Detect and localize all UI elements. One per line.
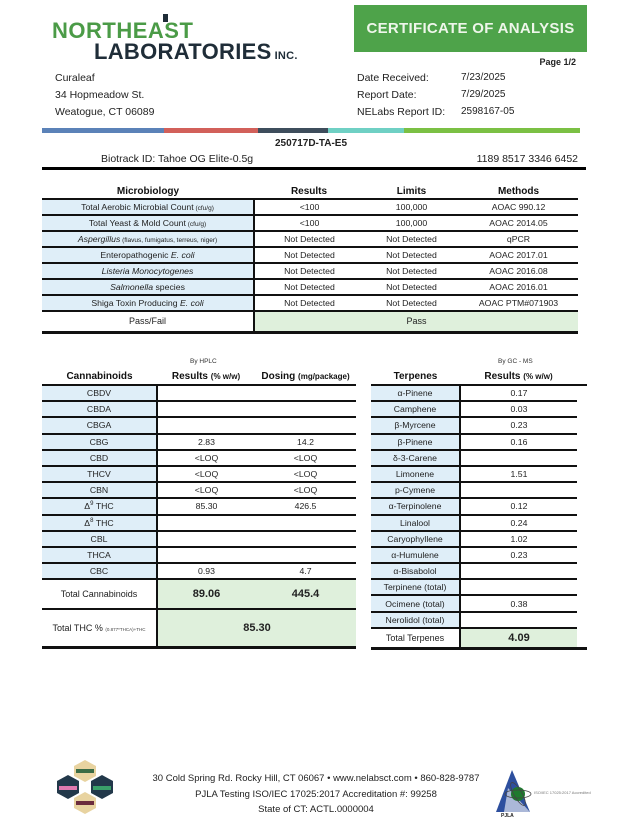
terpene-name: Terpinene (total) — [371, 579, 460, 595]
terpene-name: β-Pinene — [371, 434, 460, 450]
cannabinoid-name — [42, 417, 157, 433]
sample-id: 250717D-TA-E5 — [274, 138, 348, 149]
micro-method: AOAC 2017.01 — [459, 247, 578, 263]
micro-analyte-text: Enteropathogenic — [100, 250, 171, 260]
cannabinoid-name — [42, 563, 157, 579]
cannabinoid-row — [42, 450, 356, 466]
terpene-result: 0.23 — [460, 547, 577, 563]
cannabinoid-name-text: CBD — [89, 452, 109, 463]
cannabinoid-row — [42, 515, 356, 531]
pass-fail-value: Pass — [254, 311, 578, 332]
total-terpenes-value: 4.09 — [460, 628, 577, 649]
colorbar-segment — [42, 128, 164, 133]
cannabinoid-dosing — [255, 515, 356, 531]
cannabinoid-result: 0.93 — [157, 563, 255, 579]
micro-analyte — [42, 295, 254, 311]
cannabinoid-method-note: By HPLC — [190, 358, 217, 365]
cannabinoid-row — [42, 434, 356, 450]
micro-method: AOAC 2016.08 — [459, 263, 578, 279]
cannabinoid-header-results-label: Results — [171, 371, 208, 382]
meta-value-date-received: 7/23/2025 — [461, 72, 506, 83]
cannabinoid-header-dosing — [255, 369, 356, 385]
logo-line2 — [94, 39, 298, 65]
terpene-row — [371, 612, 587, 628]
cannabinoid-result: <LOQ — [157, 450, 255, 466]
microbiology-row — [42, 263, 578, 279]
total-thc-formula: (0.877*THCA)+THC — [105, 627, 146, 632]
micro-analyte-italic: Aspergillus — [77, 234, 121, 244]
cannabinoid-dosing — [255, 401, 356, 417]
cannabinoid-header-results — [157, 369, 255, 385]
terpene-method-note: By GC - MS — [498, 358, 533, 365]
terpene-spacer — [577, 417, 587, 433]
total-terpenes-row — [371, 628, 587, 649]
micro-analyte-italic: Salmonella — [110, 282, 154, 292]
cannabinoid-name — [42, 515, 157, 531]
terpene-name: p-Cymene — [371, 482, 460, 498]
cannabinoid-name — [42, 547, 157, 563]
terpene-row — [371, 515, 587, 531]
micro-header-methods: Methods — [497, 185, 540, 197]
meta-value-report-date: 7/29/2025 — [461, 89, 506, 100]
cannabinoid-name-text: CBG — [89, 436, 109, 447]
cannabinoid-superscript: 9 — [90, 501, 94, 508]
total-cannabinoids-label: Total Cannabinoids — [42, 579, 157, 609]
micro-limit: Not Detected — [364, 295, 459, 311]
terpene-row — [371, 547, 587, 563]
terpene-header-name: Terpenes — [393, 371, 438, 382]
micro-result: Not Detected — [254, 263, 364, 279]
micro-method: qPCR — [459, 231, 578, 247]
terpene-result: 1.51 — [460, 466, 577, 482]
logo-line2-text: LABORATORIES — [94, 39, 272, 64]
terpene-result: 0.16 — [460, 434, 577, 450]
cannabinoid-row — [42, 531, 356, 547]
micro-analyte-italic: E. coli — [170, 250, 195, 260]
micro-method: AOAC 990.12 — [459, 199, 578, 215]
micro-unit: (flavus, fumigatus, terreus, niger) — [120, 237, 218, 244]
terpene-spacer — [577, 401, 587, 417]
cannabinoid-result: 85.30 — [157, 498, 255, 514]
micro-analyte-italic: Listeria Monocytogenes — [101, 266, 194, 276]
cannabinoid-header-name: Cannabinoids — [66, 371, 133, 382]
cannabinoid-header-dosing-unit: (mg/package) — [298, 372, 350, 381]
micro-method: AOAC 2016.01 — [459, 279, 578, 295]
micro-analyte-text: Total Yeast & Mold Count — [88, 218, 186, 228]
cannabinoid-row — [42, 385, 356, 401]
cannabinoid-result: <LOQ — [157, 466, 255, 482]
cannabinoid-dosing: 4.7 — [255, 563, 356, 579]
cannabinoid-name — [42, 401, 157, 417]
cannabinoid-row — [42, 547, 356, 563]
terpene-spacer — [577, 579, 587, 595]
cannabinoid-name — [42, 466, 157, 482]
micro-result: Not Detected — [254, 295, 364, 311]
micro-analyte-text: Shiga Toxin Producing — [91, 298, 181, 308]
pjla-caption: PJLA — [501, 813, 514, 818]
micro-limit: Not Detected — [364, 279, 459, 295]
terpene-header-results-unit: (% w/w) — [523, 372, 553, 381]
colorbar-segment — [404, 128, 580, 133]
cannabinoid-name-text: Δ — [84, 517, 91, 528]
section-divider — [42, 167, 586, 170]
terpene-name: Limonene — [371, 466, 460, 482]
microbiology-row — [42, 199, 578, 215]
cannabinoid-name-suffix: THC — [93, 517, 114, 528]
terpene-result: 1.02 — [460, 531, 577, 547]
total-cannabinoids-result: 89.06 — [157, 579, 255, 609]
micro-analyte-text: Total Aerobic Microbial Count — [81, 202, 194, 212]
total-cannabinoids-row — [42, 579, 356, 609]
terpene-name: α-Pinene — [371, 385, 460, 401]
footer-state-license: State of CT: ACTL.0000004 — [258, 804, 374, 815]
micro-analyte — [42, 199, 254, 215]
terpene-row — [371, 466, 587, 482]
cannabinoid-name — [42, 434, 157, 450]
total-thc-value: 85.30 — [157, 609, 356, 647]
cannabinoid-dosing: <LOQ — [255, 450, 356, 466]
terpene-name: Caryophyllene — [371, 531, 460, 547]
logo-inc: INC. — [274, 50, 298, 62]
cannabinoid-result: <LOQ — [157, 482, 255, 498]
cannabinoid-dosing — [255, 417, 356, 433]
cannabinoid-name — [42, 450, 157, 466]
microbiology-table — [42, 184, 578, 334]
terpene-spacer — [577, 450, 587, 466]
terpene-result — [460, 482, 577, 498]
terpene-name: Ocimene (total) — [371, 595, 460, 611]
metrc-id: 1189 8517 3346 6452 — [476, 153, 578, 165]
terpene-result: 0.23 — [460, 417, 577, 433]
micro-limit: Not Detected — [364, 231, 459, 247]
micro-result: Not Detected — [254, 279, 364, 295]
cannabinoid-name-text: CBDA — [86, 404, 112, 415]
cannabinoid-dosing — [255, 385, 356, 401]
microbiology-row — [42, 295, 578, 311]
micro-result: <100 — [254, 215, 364, 231]
pass-fail-label: Pass/Fail — [42, 311, 254, 332]
terpene-result: 0.12 — [460, 498, 577, 514]
microbiology-row — [42, 231, 578, 247]
cannabinoid-dosing — [255, 547, 356, 563]
micro-header-limits: Limits — [396, 185, 427, 197]
total-terpenes-label: Total Terpenes — [371, 628, 460, 649]
company-logo — [52, 14, 312, 64]
terpene-row — [371, 450, 587, 466]
terpene-spacer — [577, 498, 587, 514]
cannabinoid-row — [42, 417, 356, 433]
micro-result: Not Detected — [254, 247, 364, 263]
cannabinoid-name-text: THCV — [87, 469, 111, 480]
terpene-result: 0.38 — [460, 595, 577, 611]
micro-result: Not Detected — [254, 231, 364, 247]
terpene-result — [460, 612, 577, 628]
micro-analyte — [42, 247, 254, 263]
terpene-result — [460, 563, 577, 579]
terpenes-table — [371, 369, 587, 650]
cannabinoid-dosing — [255, 531, 356, 547]
cannabinoid-name-text: CBC — [89, 566, 109, 577]
terpene-row — [371, 482, 587, 498]
cannabinoid-name-text: CBN — [89, 485, 109, 496]
logo-line1: NORTHEAST — [52, 18, 194, 43]
total-thc-label-text: Total THC % — [52, 623, 103, 633]
terpene-name: α-Terpinolene — [371, 498, 460, 514]
micro-analyte — [42, 279, 254, 295]
micro-header-name: Microbiology — [116, 185, 180, 197]
coa-banner: CERTIFICATE OF ANALYSIS — [354, 5, 587, 52]
micro-analyte — [42, 263, 254, 279]
cannabinoid-header-results-unit: (% w/w) — [210, 372, 241, 381]
terpene-row — [371, 385, 587, 401]
terpene-spacer — [577, 563, 587, 579]
cannabinoid-name-text: THCA — [87, 549, 111, 560]
cannabinoids-table — [42, 369, 356, 649]
meta-value-report-id: 2598167-05 — [461, 106, 515, 117]
terpene-spacer — [577, 547, 587, 563]
terpene-header-results — [460, 369, 577, 385]
micro-analyte — [42, 215, 254, 231]
micro-analyte-italic: E. coli — [180, 298, 204, 308]
terpene-result: 0.03 — [460, 401, 577, 417]
total-thc-label — [42, 609, 157, 647]
cannabinoid-result — [157, 385, 255, 401]
terpene-row — [371, 417, 587, 433]
micro-method: AOAC PTM#071903 — [459, 295, 578, 311]
terpene-header-results-label: Results — [484, 371, 521, 382]
terpene-result: 0.17 — [460, 385, 577, 401]
terpene-result — [460, 579, 577, 595]
terpene-result: 0.24 — [460, 515, 577, 531]
cannabinoid-name-text: CBGA — [86, 420, 112, 431]
microbiology-row — [42, 279, 578, 295]
terpene-spacer — [577, 531, 587, 547]
cannabinoid-name — [42, 498, 157, 514]
cannabinoid-row — [42, 466, 356, 482]
footer-address: 30 Cold Spring Rd. Rocky Hill, CT 06067 • www.nelabsct.com • 860-828-9787 — [152, 773, 480, 784]
cannabinoid-result — [157, 417, 255, 433]
terpene-row — [371, 531, 587, 547]
micro-header-results: Results — [290, 185, 328, 197]
terpene-row — [371, 434, 587, 450]
terpene-spacer — [577, 434, 587, 450]
micro-analyte — [42, 231, 254, 247]
terpene-row — [371, 498, 587, 514]
client-street: 34 Hopmeadow St. — [55, 89, 145, 101]
terpene-result — [460, 450, 577, 466]
cannabinoid-name — [42, 482, 157, 498]
total-cannabinoids-dosing: 445.4 — [255, 579, 356, 609]
cannabinoid-dosing: <LOQ — [255, 466, 356, 482]
total-thc-row — [42, 609, 356, 647]
micro-limit: Not Detected — [364, 263, 459, 279]
meta-label-report-id: NELabs Report ID: — [357, 106, 446, 118]
terpene-spacer — [577, 612, 587, 628]
micro-method: AOAC 2014.05 — [459, 215, 578, 231]
cannabinoid-name-text: CBL — [90, 533, 108, 544]
cannabinoid-row — [42, 482, 356, 498]
terpene-spacer — [577, 385, 587, 401]
cannabinoid-result — [157, 531, 255, 547]
terpene-row — [371, 579, 587, 595]
cannabinoid-result: 2.83 — [157, 434, 255, 450]
terpene-spacer — [577, 515, 587, 531]
color-divider-bar — [42, 128, 580, 133]
client-city: Weatogue, CT 06089 — [55, 106, 155, 118]
cannabinoid-header-dosing-label: Dosing — [261, 371, 296, 382]
client-name: Curaleaf — [55, 72, 95, 84]
cannabinoid-result — [157, 515, 255, 531]
cannabinoid-row — [42, 498, 356, 514]
colorbar-segment — [328, 128, 404, 133]
meta-label-report-date: Report Date: — [357, 89, 417, 101]
micro-analyte-suffix: species — [153, 282, 185, 292]
meta-label-date-received: Date Received: — [357, 72, 429, 84]
micro-limit: Not Detected — [364, 247, 459, 263]
cannabinoid-superscript: 8 — [90, 517, 94, 524]
terpene-spacer — [577, 466, 587, 482]
cannabinoid-name — [42, 385, 157, 401]
terpene-name: β-Myrcene — [371, 417, 460, 433]
cannabinoid-row — [42, 563, 356, 579]
cannabinoid-name-suffix: THC — [93, 501, 114, 512]
page-number: Page 1/2 — [539, 57, 576, 67]
terpene-name: Camphene — [371, 401, 460, 417]
terpene-row — [371, 563, 587, 579]
micro-limit: 100,000 — [364, 215, 459, 231]
terpene-name: δ-3-Carene — [371, 450, 460, 466]
terpene-name: α-Bisabolol — [371, 563, 460, 579]
micro-unit: (cfu/g) — [185, 221, 207, 228]
pass-fail-row — [42, 311, 578, 332]
terpene-name: Nerolidol (total) — [371, 612, 460, 628]
terpene-row — [371, 595, 587, 611]
cannabinoid-name-text: CBDV — [86, 388, 112, 399]
cannabinoid-result — [157, 401, 255, 417]
microbiology-row — [42, 247, 578, 263]
cannabinoid-name-text: Δ — [84, 501, 91, 512]
terpene-name: α-Humulene — [371, 547, 460, 563]
footer-accreditation: PJLA Testing ISO/IEC 17025:2017 Accreditation #: 99258 — [195, 789, 437, 800]
terpene-name: Linalool — [371, 515, 460, 531]
cannabinoid-dosing: <LOQ — [255, 482, 356, 498]
biotrack-id: Biotrack ID: Tahoe OG Elite-0.5g — [101, 153, 254, 165]
cannabinoid-dosing: 14.2 — [255, 434, 356, 450]
colorbar-segment — [164, 128, 258, 133]
pjla-text: ISO/IEC 17025:2017 Accredited — [534, 790, 591, 795]
microbiology-row — [42, 215, 578, 231]
cannabinoid-name — [42, 531, 157, 547]
accreditation-badges-icon — [56, 758, 114, 816]
pjla-logo-icon — [494, 768, 594, 818]
cannabinoid-dosing: 426.5 — [255, 498, 356, 514]
colorbar-segment — [258, 128, 328, 133]
cannabinoid-row — [42, 401, 356, 417]
micro-unit: (cfu/g) — [193, 205, 214, 212]
terpene-row — [371, 401, 587, 417]
cannabinoid-result — [157, 547, 255, 563]
micro-limit: 100,000 — [364, 199, 459, 215]
terpene-spacer — [577, 595, 587, 611]
micro-result: <100 — [254, 199, 364, 215]
terpene-spacer — [577, 482, 587, 498]
